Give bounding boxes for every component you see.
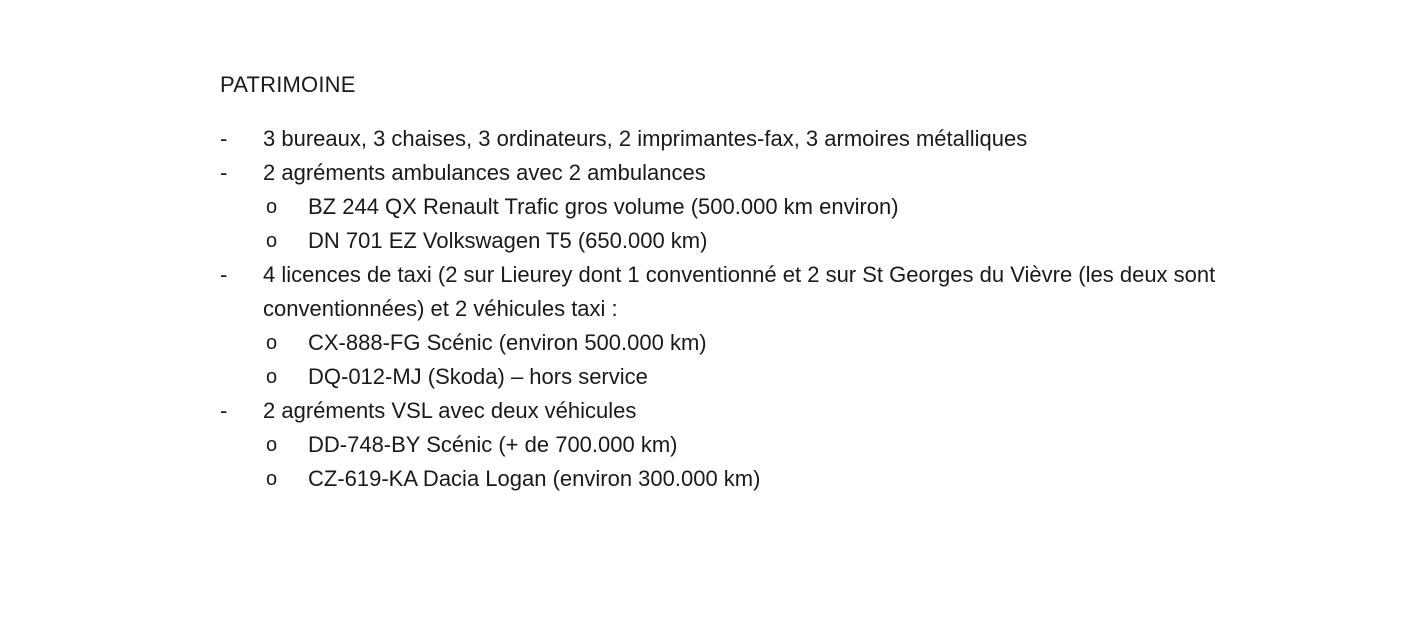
sublist-item-text: DD-748-BY Scénic (+ de 700.000 km) <box>308 432 678 457</box>
asset-list <box>220 122 1270 496</box>
list-item-text: 2 agréments VSL avec deux véhicules <box>263 398 637 423</box>
sublist-item-text: CZ-619-KA Dacia Logan (environ 300.000 km) <box>308 466 761 491</box>
sublist-item <box>220 326 1270 360</box>
list-item <box>220 394 1270 428</box>
list-item-text: 4 licences de taxi (2 sur Lieurey dont 1 conventionné et 2 sur St Georges du Vièvre (les deux sont conventionnées) et 2 véhicules taxi : <box>263 262 1216 321</box>
dash-bullet: - <box>220 262 228 287</box>
taxi-sublist <box>220 326 1270 394</box>
sublist-item <box>220 428 1270 462</box>
list-item-text: 3 bureaux, 3 chaises, 3 ordinateurs, 2 imprimantes-fax, 3 armoires métalliques <box>263 126 1028 151</box>
circle-bullet: o <box>266 332 278 354</box>
circle-bullet: o <box>266 468 278 490</box>
circle-bullet: o <box>266 196 278 218</box>
sublist-item <box>220 190 1270 224</box>
list-item-text: 2 agréments ambulances avec 2 ambulances <box>263 160 706 185</box>
sublist-item-text: DN 701 EZ Volkswagen T5 (650.000 km) <box>308 228 708 253</box>
dash-bullet: - <box>220 398 228 423</box>
dash-bullet: - <box>220 160 228 185</box>
list-item <box>220 156 1270 190</box>
sublist-item <box>220 224 1270 258</box>
sublist-container <box>220 326 1270 394</box>
dash-bullet: - <box>220 126 228 151</box>
list-item <box>220 122 1270 156</box>
document-heading: PATRIMOINE <box>220 72 356 97</box>
sublist-item <box>220 360 1270 394</box>
sublist-container <box>220 190 1270 258</box>
sublist-item-text: BZ 244 QX Renault Trafic gros volume (500.000 km environ) <box>308 194 899 219</box>
circle-bullet: o <box>266 230 278 252</box>
sublist-item <box>220 462 1270 496</box>
sublist-item-text: DQ-012-MJ (Skoda) – hors service <box>308 364 648 389</box>
sublist-item-text: CX-888-FG Scénic (environ 500.000 km) <box>308 330 707 355</box>
circle-bullet: o <box>266 434 278 456</box>
vsl-sublist <box>220 428 1270 496</box>
sublist-container <box>220 428 1270 496</box>
ambulance-sublist <box>220 190 1270 258</box>
circle-bullet: o <box>266 366 278 388</box>
list-item <box>220 258 1270 326</box>
